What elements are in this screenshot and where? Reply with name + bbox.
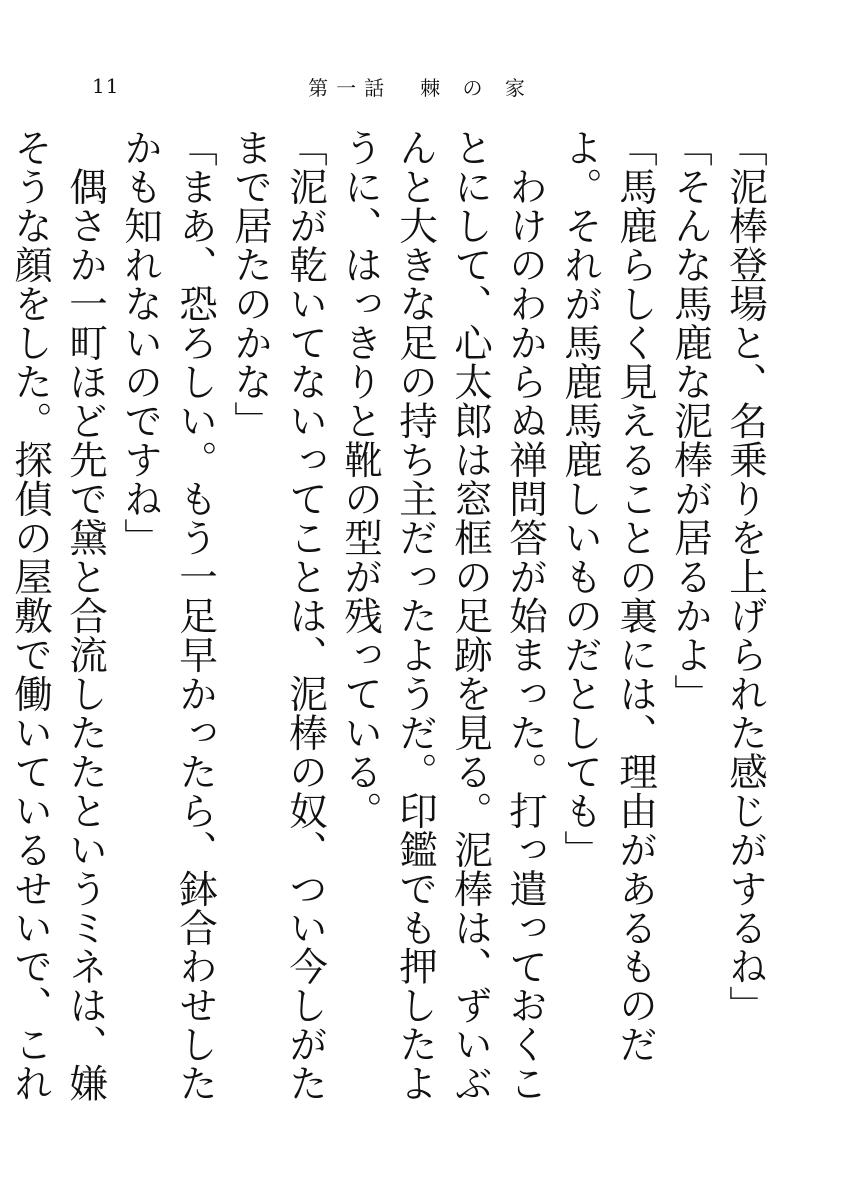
paragraph: 「馬鹿らしく見えることの裏には、理由があるものだよ。それが馬鹿馬鹿しいものだとしても」 [558,128,658,1064]
running-head: 第一話 棘 の 家 [308,76,533,100]
page-number: 11 [92,74,120,98]
paragraph: わけのわからぬ禅問答が始まった。打っ遣っておくことにして、心太郎は窓框の足跡を見る。泥棒は、ずいぶんと大きな足の持ち主だったようだ。印鑑でも押したように、はっきりと靴の型が残っている。 [338,128,548,1103]
paragraph: 「泥棒登場と、名乗りを上げられた感じがするね」 [723,128,768,1025]
paragraph: 偶さか一町ほど先で黛と合流したたというミネは、嫌そうな顔をした。探偵の屋敷で働いているせいで、これ [8,128,108,1103]
paragraph: 「まあ、恐ろしい。もう一足早かったら、鉢合わせしたかも知れないのですね」 [118,128,218,1103]
paragraph: 「泥が乾いてないってことは、泥棒の奴、つい今しがたまで居たのかな」 [228,128,328,1103]
body-text [8,128,773,1128]
paragraph: 「そんな馬鹿な泥棒が居るかよ」 [668,128,713,713]
